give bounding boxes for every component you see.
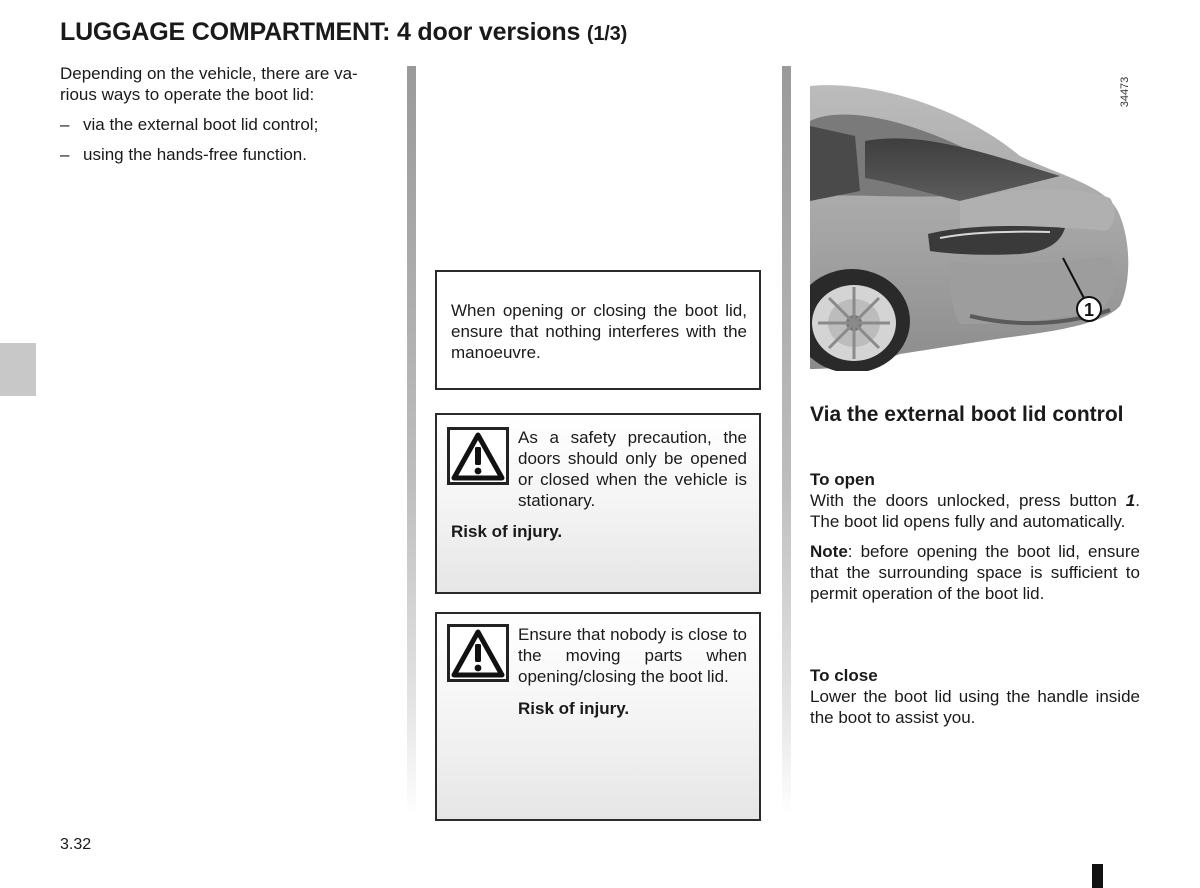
column-divider-left bbox=[407, 66, 416, 816]
note-text: : before opening the boot lid, ensure that the surrounding space is sufficient to permit operation of the boot lid. bbox=[810, 542, 1140, 603]
open-subheading: To open bbox=[810, 470, 875, 489]
risk-label: Risk of injury. bbox=[451, 522, 563, 541]
note-label: Note bbox=[810, 542, 848, 561]
note-paragraph bbox=[810, 541, 1140, 604]
open-section bbox=[810, 469, 1140, 604]
warning-triangle-icon bbox=[447, 624, 509, 682]
warning-text: As a safety precaution, the doors should only be opened or closed when the vehicle is stationary. bbox=[518, 428, 747, 510]
notice-text: When opening or closing the boot lid, ensure that nothing interferes with the manoeuvre. bbox=[451, 301, 747, 362]
close-subheading: To close bbox=[810, 666, 878, 685]
callout-number: 1 bbox=[1083, 300, 1095, 320]
open-text-part: . The boot lid opens fully and automatically. bbox=[810, 491, 1140, 531]
open-text-part: With the doors unlocked, press button bbox=[810, 491, 1126, 510]
intro-column bbox=[60, 63, 392, 174]
close-paragraph: Lower the boot lid using the handle inside the boot to assist you. bbox=[810, 687, 1140, 727]
chapter-tab bbox=[0, 343, 36, 396]
close-section bbox=[810, 665, 1140, 728]
warning-box-2 bbox=[435, 612, 761, 821]
list-dash: – bbox=[60, 115, 70, 134]
list-item-text: via the external boot lid control; bbox=[83, 115, 319, 134]
list-item-text: using the hands-free function. bbox=[83, 145, 307, 164]
intro-paragraph: Depending on the vehicle, there are va-rious ways to operate the boot lid: bbox=[60, 64, 358, 104]
page-number: 3.32 bbox=[60, 836, 92, 853]
corner-mark bbox=[1092, 864, 1103, 888]
warning-box-1 bbox=[435, 413, 761, 594]
page-title-text: LUGGAGE COMPARTMENT: 4 door versions bbox=[60, 18, 581, 46]
warning-triangle-icon bbox=[447, 427, 509, 485]
list-item bbox=[60, 144, 392, 165]
warning-text: Ensure that nobody is close to the moving parts when opening/closing the boot lid. bbox=[518, 625, 747, 686]
list-item bbox=[60, 114, 392, 135]
section-heading: Via the external boot lid control bbox=[810, 403, 1124, 426]
button-reference: 1 bbox=[1125, 491, 1136, 510]
page-title bbox=[60, 18, 627, 47]
car-rear-illustration bbox=[810, 66, 1140, 371]
risk-label: Risk of injury. bbox=[518, 699, 630, 718]
notice-box bbox=[435, 270, 761, 390]
page-title-suffix: (1/3) bbox=[586, 23, 628, 45]
open-paragraph bbox=[810, 490, 1140, 532]
column-divider-right bbox=[782, 66, 791, 816]
list-dash: – bbox=[60, 145, 70, 164]
figure-code: 34473 bbox=[1119, 76, 1131, 108]
